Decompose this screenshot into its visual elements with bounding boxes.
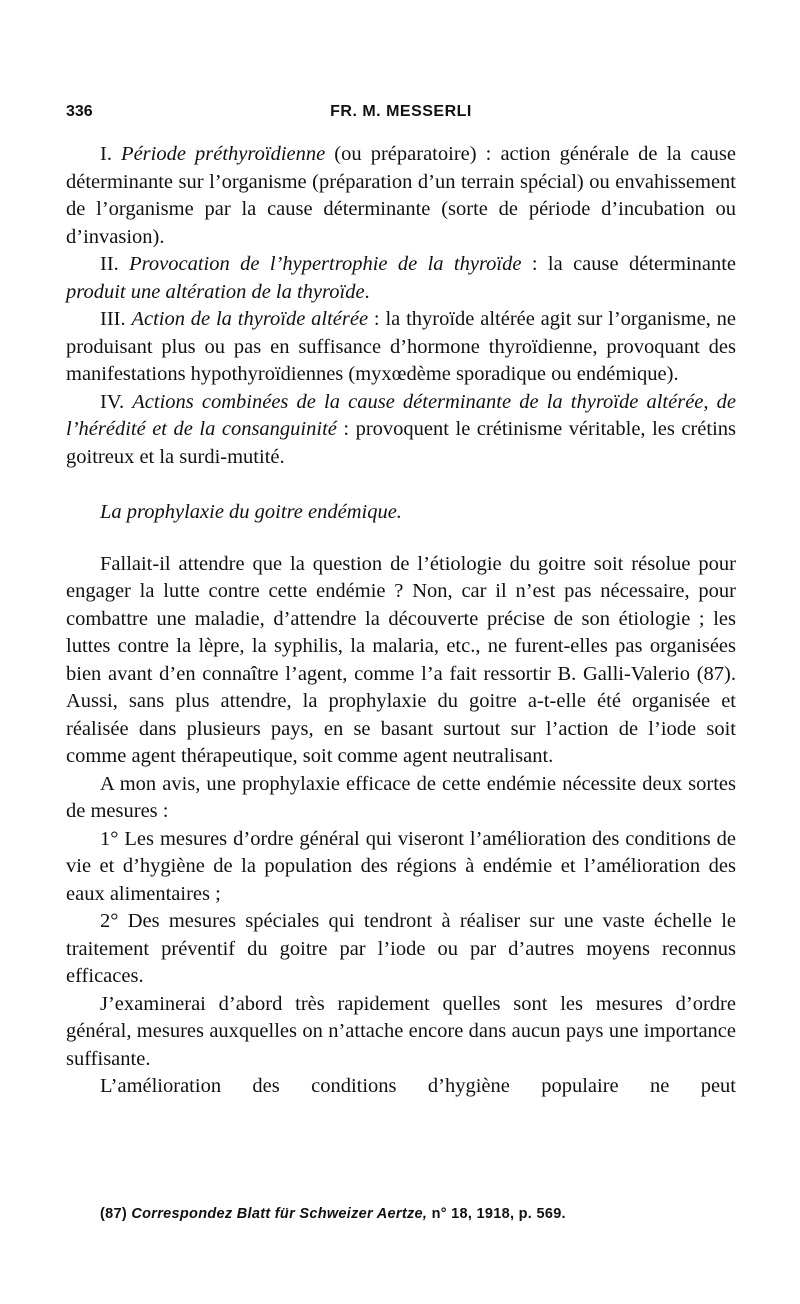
period-2 [66,251,736,306]
paragraph: Fallait-il attendre que la question de l’étiologie du goitre soit résolue pour engager la lutte contre cette endémie ? Non, car il n’est pas nécessaire, pour combattre une maladie, d’attendre la découverte précise de son étiologie ; les luttes contre la lèpre, la syphilis, la malaria, etc., ne furent-elles pas organisées bien avant d’en connaître l’agent, comme l’a fait ressortir B. Galli-Valerio (87). Aussi, sans plus attendre, la prophylaxie du goitre a-t-elle été organisée et réalisée dans plusieurs pays, en se basant surtout sur l’action de l’iode soit comme agent thérapeutique, soit comme agent neutralisant. [66,552,736,767]
footnote-number: (87) [100,1206,127,1222]
paragraph: L’amélioration des conditions d’hygiène populaire ne peut [100,1075,736,1097]
period-text: : la cause déterminante [521,253,736,275]
period-text: (ou préparatoire) : action générale de la cause déterminante sur l’organisme (préparation d’un terrain spécial) ou envahissement de l’organisme par la cause déterminante (sorte de période d’incubation ou d’invasion). [66,143,736,248]
footnote-details: n° 18, 1918, p. 569. [427,1206,566,1222]
period-title: Provocation de l’hypertrophie de la thyroïde [129,253,522,275]
period-numeral: IV. [100,390,125,413]
period-numeral: III. [100,308,126,330]
paragraph: A mon avis, une prophylaxie efficace de cette endémie nécessite deux sortes de mesures : [66,772,736,822]
period-numeral: II. [100,253,119,275]
period-italic-text: produit une altération de la thyroïde [66,280,365,303]
period-title: Période préthyroïdienne [121,143,326,165]
page-header [66,103,736,127]
running-head: FR. M. MESSERLI [330,103,472,120]
body-text [66,141,736,1101]
period-3 [66,306,736,389]
section-heading: La prophylaxie du goitre endémique. [100,501,402,523]
period-text: : provoquent le crétinisme véritable, les crétins goitreux et la surdi-mutité. [66,418,736,468]
period-title: Actions combinées de la cause déterminante de la thyroïde altérée, de l’hérédité et de la consanguinité [66,390,737,440]
period-1 [66,141,736,251]
paragraph: 2° Des mesures spéciales qui tendront à réaliser sur une vaste échelle le traitement préventif du goitre par l’iode ou par d’autres moyens reconnus efficaces. [66,910,736,987]
period-text: : la thyroïde altérée agit sur l’organisme, ne produisant plus ou pas en suffisance d’hormone thyroïdienne, provoquant des manifestations hypothyroïdiennes (myxœdème sporadique ou endémique). [66,308,737,385]
paragraph: 1° Les mesures d’ordre général qui viseront l’amélioration des conditions de vie et d’hygiène de la population des régions à endémie et l’amélioration des eaux alimentaires ; [66,827,736,905]
period-text-end: . [364,280,370,303]
period-title: Action de la thyroïde altérée [131,308,369,330]
footnote-source: Correspondez Blatt für Schweizer Aertze, [131,1206,428,1222]
page-number: 336 [66,103,93,120]
footnote [100,1206,736,1222]
period-numeral: I. [100,143,112,165]
paragraph: J’examinerai d’abord très rapidement quelles sont les mesures d’ordre général, mesures auxquelles on n’attache encore dans aucun pays une importance suffisante. [66,992,736,1070]
period-4 [66,389,736,472]
